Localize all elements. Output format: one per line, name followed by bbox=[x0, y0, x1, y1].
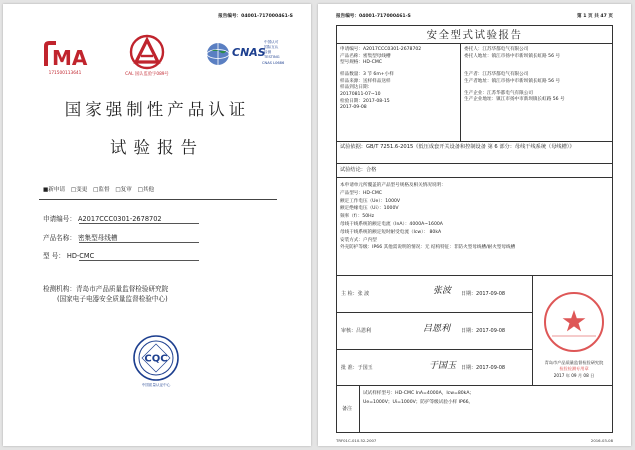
cnas-bottom2: TESTING bbox=[264, 55, 280, 59]
sig-date-label: 日期： bbox=[461, 291, 477, 297]
org-name: 青岛市产品质量监督检验研究院 bbox=[75, 285, 169, 293]
signature-row bbox=[337, 276, 612, 386]
page-number: 第 1 页 共 47 页 bbox=[577, 14, 613, 19]
checkbox-review: □复审 bbox=[115, 187, 132, 193]
sig-name: 张 波 bbox=[357, 291, 370, 297]
remarks-label: 备注 bbox=[342, 406, 353, 412]
sig-name: 于国玉 bbox=[357, 365, 373, 371]
cqc-logo bbox=[130, 334, 182, 388]
info-left bbox=[340, 47, 421, 112]
svg-text:MA: MA bbox=[52, 46, 88, 70]
info-line: 申请编号：A2017CCC0301-2678702 bbox=[340, 47, 422, 52]
svg-text:CQC: CQC bbox=[144, 353, 168, 365]
report-number: 报告编号：04001-717000461-S bbox=[336, 14, 411, 19]
stamp-caption bbox=[536, 360, 612, 379]
info-line: 样品数量：3 节 6m+小样 bbox=[340, 71, 394, 77]
stamp-sub: 检验检测专用章 bbox=[559, 366, 589, 372]
cal-caption: CAL 国认监验字089号 bbox=[125, 72, 169, 77]
cnas-top: 中国认可 bbox=[264, 40, 279, 44]
test-conclusion: 试验结论：合格 bbox=[340, 167, 377, 173]
test-standard: 试验依据：GB/T 7251.6-2015《低压成套开关设备和控制设备 第 6 部分：母线干线系统（母线槽）》 bbox=[340, 144, 575, 150]
desc-line: 频率（f）：50Hz bbox=[340, 214, 374, 220]
report-title: 安全型式试验报告 bbox=[336, 25, 613, 43]
info-line: 生产者地址：镇江市扬中市新坝镇长虹路 56 号 bbox=[464, 78, 561, 84]
field-label: 产品名称： bbox=[43, 234, 76, 242]
info-line: 样品到达日期： bbox=[340, 85, 373, 91]
underline bbox=[79, 260, 199, 261]
signature-reviewer bbox=[337, 312, 532, 350]
underline bbox=[79, 223, 199, 224]
official-seal-icon bbox=[542, 290, 606, 354]
info-line: 20170811-07~10 bbox=[340, 91, 381, 97]
info-line: 产品名称：密集型母线槽 bbox=[340, 53, 391, 59]
info-right bbox=[464, 47, 565, 104]
sig-date-label: 日期： bbox=[461, 365, 477, 371]
field-value: HD-CMC bbox=[66, 252, 95, 260]
cnas-text: CNAS bbox=[232, 46, 266, 59]
report-table bbox=[336, 43, 613, 433]
sig-role: 批 准： bbox=[341, 365, 358, 371]
signature-approver bbox=[337, 349, 532, 386]
cma-mark-icon bbox=[42, 40, 88, 70]
cqc-seal-icon bbox=[132, 334, 180, 382]
cnas-logo bbox=[206, 40, 286, 72]
signature-inspector bbox=[337, 276, 532, 313]
info-line: 委托人地址：镇江市扬中市新坝镇长虹路 56 号 bbox=[464, 53, 561, 59]
info-line: 生产企业地址：镇江市扬中市新坝镇长虹路 56 号 bbox=[464, 97, 565, 103]
remark-line: Ue=1000V；Ui=1000V；防护等级试验小样 IP66。 bbox=[363, 399, 474, 405]
checkbox-supervision: □监督 bbox=[93, 187, 110, 193]
checkbox-change: □变更 bbox=[70, 187, 88, 193]
cnas-reg: CNAS L0686 bbox=[262, 61, 285, 65]
field-product-name bbox=[43, 232, 118, 242]
field-model bbox=[43, 250, 94, 260]
sig-role: 主 检： bbox=[341, 291, 358, 297]
cover-title: 国家强制性产品认证 bbox=[64, 100, 250, 119]
field-application-no bbox=[43, 213, 162, 223]
inspector-signature: 张波 bbox=[433, 286, 452, 296]
cqc-caption: 中国质量认证中心 bbox=[141, 383, 171, 387]
field-value: 密集型母线槽 bbox=[77, 234, 118, 242]
info-row bbox=[337, 44, 612, 142]
divider bbox=[39, 199, 277, 200]
cal-triangle-icon bbox=[127, 34, 167, 70]
field-value: A2017CCC0301-2678702 bbox=[77, 215, 162, 223]
report-number: 报告编号：04001-717000461-S bbox=[218, 14, 293, 19]
desc-line: 安装方式：户内型 bbox=[340, 237, 377, 243]
org-label: 检测机构： bbox=[43, 285, 76, 293]
sig-date: 2017-09-08 bbox=[476, 328, 506, 334]
desc-line: 产品型号：HD-CMC bbox=[340, 190, 382, 196]
desc-line: 额定工作电压（Ue）：1000V bbox=[340, 198, 401, 204]
checkbox-other: □其他 bbox=[137, 187, 155, 193]
conclusion-row bbox=[337, 164, 612, 178]
product-description bbox=[340, 182, 515, 252]
field-label: 型 号： bbox=[43, 252, 65, 260]
info-line: 2017-09-08 bbox=[340, 105, 367, 111]
testing-organization bbox=[43, 284, 168, 304]
form-date: 2016-03-08 bbox=[590, 438, 613, 443]
info-line: 生产企业：江苏华都电气有限公司 bbox=[464, 90, 533, 96]
remarks-row bbox=[337, 386, 612, 432]
sig-date: 2017-09-08 bbox=[476, 365, 506, 371]
remarks-text bbox=[363, 390, 474, 407]
cnas-bottom1: 检测 bbox=[264, 50, 272, 54]
cal-logo bbox=[121, 34, 173, 77]
org-name-secondary: (国家电子电器安全质量监督检验中心) bbox=[57, 295, 168, 304]
sig-name: 吕恩利 bbox=[356, 328, 372, 334]
field-label: 申请编号： bbox=[43, 215, 76, 223]
ilac-globe-icon bbox=[206, 42, 230, 66]
stamp-org: 青岛市产品质量监督检验研究院 bbox=[544, 360, 604, 365]
desc-line: 本申请单元所覆盖的产品型号规格及相关情况说明： bbox=[340, 183, 446, 188]
info-line: 型号规格：HD-CMC bbox=[340, 60, 382, 66]
sig-role: 审核： bbox=[341, 328, 357, 334]
cma-code: 171500113641 bbox=[48, 71, 82, 76]
description-row bbox=[337, 178, 612, 276]
standard-row bbox=[337, 142, 612, 164]
reviewer-signature: 吕恩利 bbox=[423, 324, 451, 334]
desc-line: 母线干线系统的额定短时耐受电流（Icw）： 80kA bbox=[340, 229, 442, 235]
form-code: TRF01C-010.52-2007 bbox=[336, 438, 377, 443]
report-page bbox=[318, 4, 631, 446]
checkbox-new: ■新申请 bbox=[43, 187, 66, 193]
approver-signature: 于国玉 bbox=[429, 361, 457, 371]
cover-page bbox=[3, 4, 311, 446]
underline bbox=[79, 242, 199, 243]
info-line: 生产者：江苏华都电气有限公司 bbox=[464, 72, 529, 78]
cover-subtitle: 试验报告 bbox=[110, 138, 204, 157]
stamp-date: 2017 年 09 月 08 日 bbox=[553, 372, 595, 378]
application-type-checkboxes bbox=[43, 185, 158, 193]
cma-logo bbox=[39, 40, 91, 76]
info-line: 样品来源：送样样品送样 bbox=[340, 78, 391, 84]
desc-line: 母线干线系统的额定电流（InA）：4000A~1600A bbox=[340, 221, 443, 227]
sig-date: 2017-09-08 bbox=[476, 291, 506, 297]
info-line: 委托人：江苏华都电气有限公司 bbox=[464, 47, 529, 52]
desc-line: 外壳防护等级：IP66 其他需说明的情况：无 结构特征：非防火型母线槽/耐火型母线槽 bbox=[340, 245, 516, 251]
info-line: 检验日期：2017-08-15 bbox=[340, 98, 390, 104]
remark-line: 试试样样型号：HD-CMC InA=4000A，Icw=80kA； bbox=[363, 391, 475, 396]
cnas-mid: 国际互认 bbox=[264, 45, 279, 49]
sig-date-label: 日期： bbox=[461, 328, 477, 334]
desc-line: 额定绝缘电压（Ui）：1000V bbox=[340, 206, 399, 212]
